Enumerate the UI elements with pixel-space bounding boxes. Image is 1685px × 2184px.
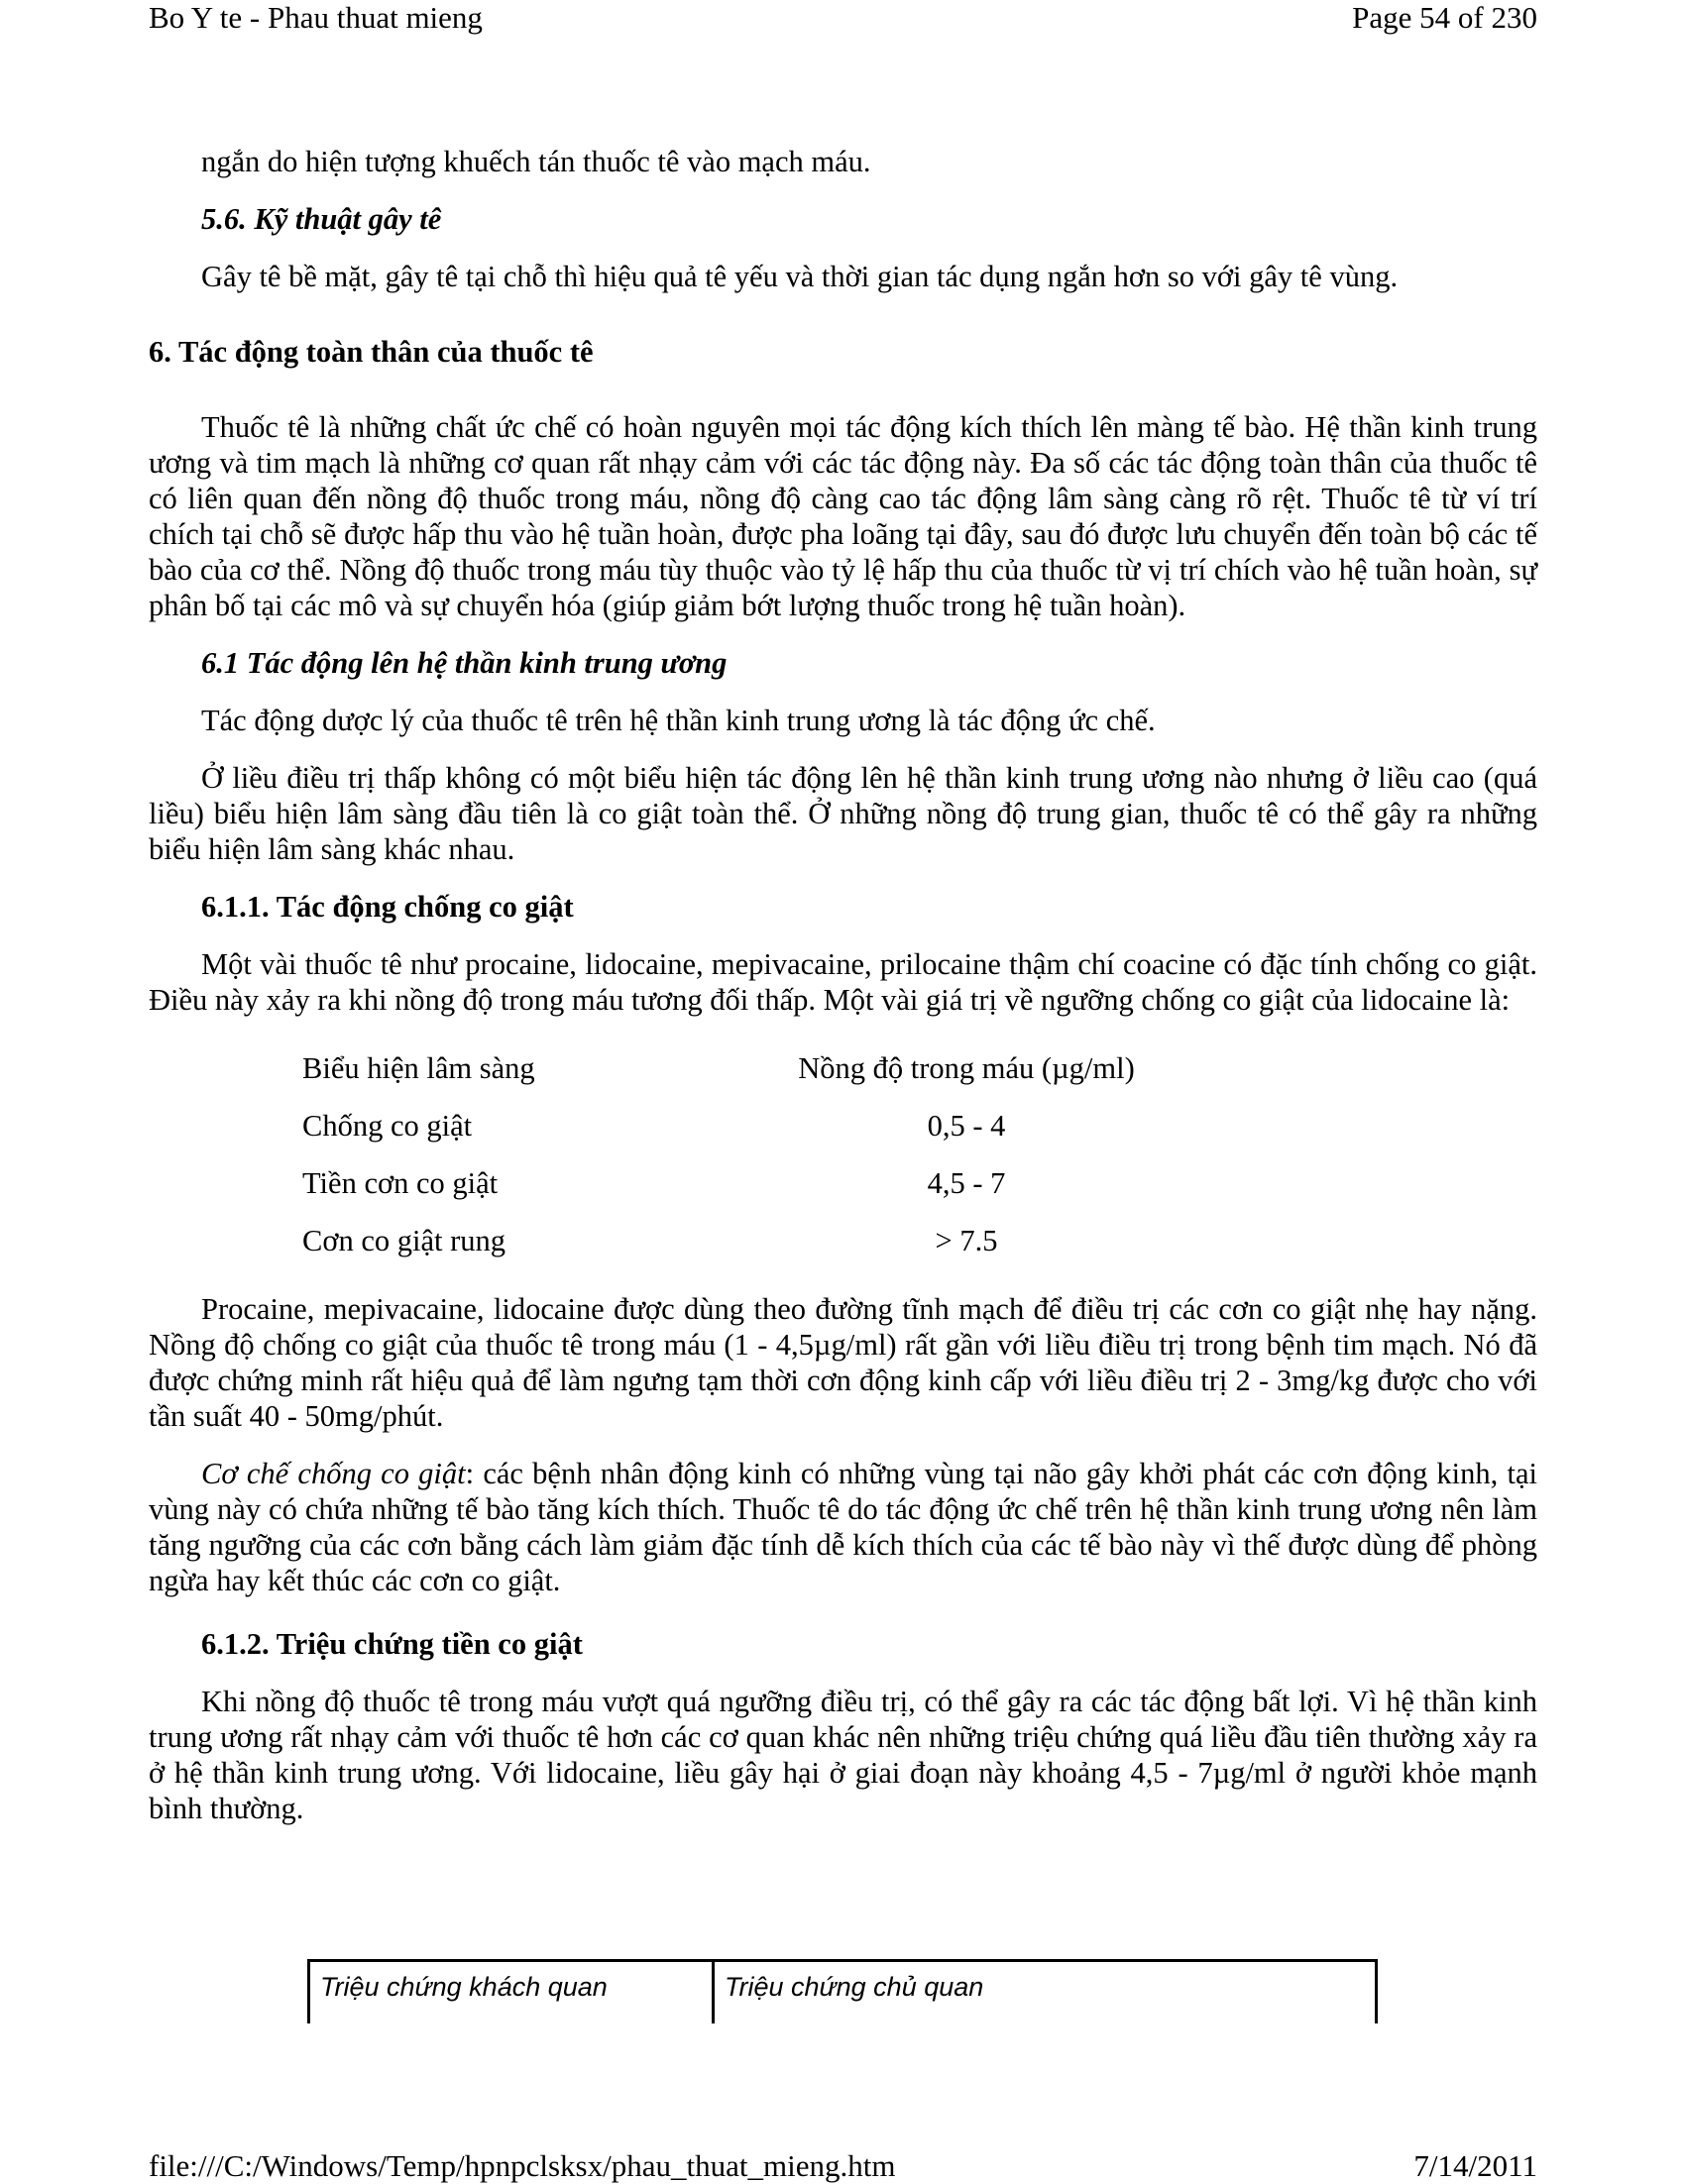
paragraph-procaine: Procaine, mepivacaine, lidocaine được dùng theo đường tĩnh mạch để điều trị các cơn co giật nhẹ hay nặng. Nồng độ chống co giật của thuốc tê trong máu (1 - 4,5µg/ml) rất gần với liều điều trị trong bệnh tim mạch. Nó đã được chứng minh rất hiệu quả để làm ngưng tạm thời cơn động kinh cấp với liều điều trị 2 - 3mg/kg được cho với tần suất 40 - 50mg/phút. [149, 1292, 1537, 1433]
table-header-cell: Nồng độ trong máu (µg/ml) [798, 1051, 1135, 1085]
document-body [149, 144, 1537, 1826]
table-cell: 4,5 - 7 [927, 1166, 1006, 1200]
table-header-cell: Triệu chứng chủ quan [714, 1961, 1377, 2013]
table-cell: Tiền cơn co giật [302, 1166, 499, 1200]
heading-6-1-1: 6.1.1. Tác động chống co giật [201, 890, 574, 924]
paragraph-5-6: Gây tê bề mặt, gây tê tại chỗ thì hiệu quả tê yếu và thời gian tác dụng ngắn hơn so với gây tê vùng. [201, 260, 1399, 293]
table-row [302, 1097, 1165, 1154]
header-title: Bo Y te - Phau thuat mieng [149, 0, 483, 35]
footer-date: 7/14/2011 [1413, 2148, 1537, 2183]
paragraph-6-1b: Ở liều điều trị thấp không có một biểu hiện tác động lên hệ thần kinh trung ương nào nhưng ở liều cao (quá liều) biểu hiện lâm sàng đầu tiên là co giật toàn thể. Ở những nồng độ trung gian, thuốc tê có thể gây ra những biểu hiện lâm sàng khác nhau. [149, 761, 1537, 866]
paragraph-6-1-1: Một vài thuốc tê như procaine, lidocaine, mepivacaine, prilocaine thậm chí coacine có đặc tính chống co giật. Điều này xảy ra khi nồng độ trong máu tương đối thấp. Một vài giá trị về ngưỡng chống co giật của lidocaine là: [149, 947, 1537, 1017]
table-header-row [302, 1039, 1165, 1097]
table-header-cell: Biểu hiện lâm sàng [302, 1051, 535, 1085]
symptom-table [307, 1959, 1378, 2023]
table-cell: Cơn co giật rung [302, 1224, 506, 1257]
heading-6: 6. Tác động toàn thân của thuốc tê [149, 335, 594, 369]
paragraph-6: Thuốc tê là những chất ức chế có hoàn nguyên mọi tác động kích thích lên màng tế bào. Hệ thần kinh trung ương và tim mạch là những cơ quan rất nhạy cảm với các tác động này. Đa số các tác động toàn thân của thuốc tê có liên quan đến nồng độ thuốc trong máu, nồng độ càng cao tác động lâm sàng càng rõ rệt. Thuốc tê từ ví trí chích tại chỗ sẽ được hấp thu vào hệ tuần hoàn, được pha loãng tại đây, sau đó được lưu chuyển đến toàn bộ các tế bào của cơ thể. Nồng độ thuốc trong máu tùy thuộc vào tỷ lệ hấp thu của thuốc từ vị trí chích vào hệ tuần hoàn, sự phân bố tại các mô và sự chuyển hóa (giúp giảm bớt lượng thuốc trong hệ tuần hoàn). [149, 410, 1537, 622]
paragraph-6-1-2: Khi nồng độ thuốc tê trong máu vượt quá ngưỡng điều trị, có thể gây ra các tác động bất lợi. Vì hệ thần kinh trung ương rất nhạy cảm với thuốc tê hơn các cơ quan khác nên những triệu chứng quá liều đầu tiên thường xảy ra ở hệ thần kinh trung ương. Với lidocaine, liều gây hại ở giai đoạn này khoảng 4,5 - 7µg/ml ở người khỏe mạnh bình thường. [149, 1685, 1537, 1825]
table-cell: > 7.5 [935, 1224, 998, 1257]
heading-5-6: 5.6. Kỹ thuật gây tê [201, 202, 442, 236]
table-header-row [309, 1961, 1377, 2013]
page-number: Page 54 of 230 [1352, 0, 1537, 35]
table-cell: 0,5 - 4 [927, 1109, 1006, 1143]
paragraph-mechanism [149, 1456, 1537, 1598]
table-row [302, 1154, 1165, 1212]
heading-6-1: 6.1 Tác động lên hệ thần kinh trung ương [201, 646, 728, 680]
paragraph-6-1a: Tác động dược lý của thuốc tê trên hệ thần kinh trung ương là tác động ức chế. [201, 704, 1156, 737]
anticonvulsant-threshold-table [302, 1039, 1165, 1269]
mechanism-term: Cơ chế chống co giật [201, 1457, 466, 1490]
table-row [309, 2012, 1377, 2023]
table-header-cell: Triệu chứng khách quan [309, 1961, 714, 2013]
footer-file-path: file:///C:/Windows/Temp/hpnpclsksx/phau_thuat_mieng.htm [149, 2148, 896, 2183]
table-cell [309, 2012, 714, 2023]
table-cell [714, 2012, 1377, 2023]
table-cell: Chống co giật [302, 1109, 473, 1143]
paragraph-intro: ngắn do hiện tượng khuếch tán thuốc tê vào mạch máu. [201, 145, 871, 178]
heading-6-1-2: 6.1.2. Triệu chứng tiền co giật [201, 1627, 583, 1661]
table-row [302, 1212, 1165, 1269]
mechanism-text: : các bệnh nhân động kinh có những vùng tại não gây khởi phát các cơn động kinh, tại vùng này có chứa những tế bào tăng kích thích. Thuốc tê do tác động ức chế trên hệ thần kinh trung ương nên làm tăng ngưỡng của các cơn bằng cách làm giảm đặc tính dễ kích thích của các tế bào này vì thế được dùng để phòng ngừa hay kết thúc các cơn co giật. [149, 1457, 1537, 1597]
